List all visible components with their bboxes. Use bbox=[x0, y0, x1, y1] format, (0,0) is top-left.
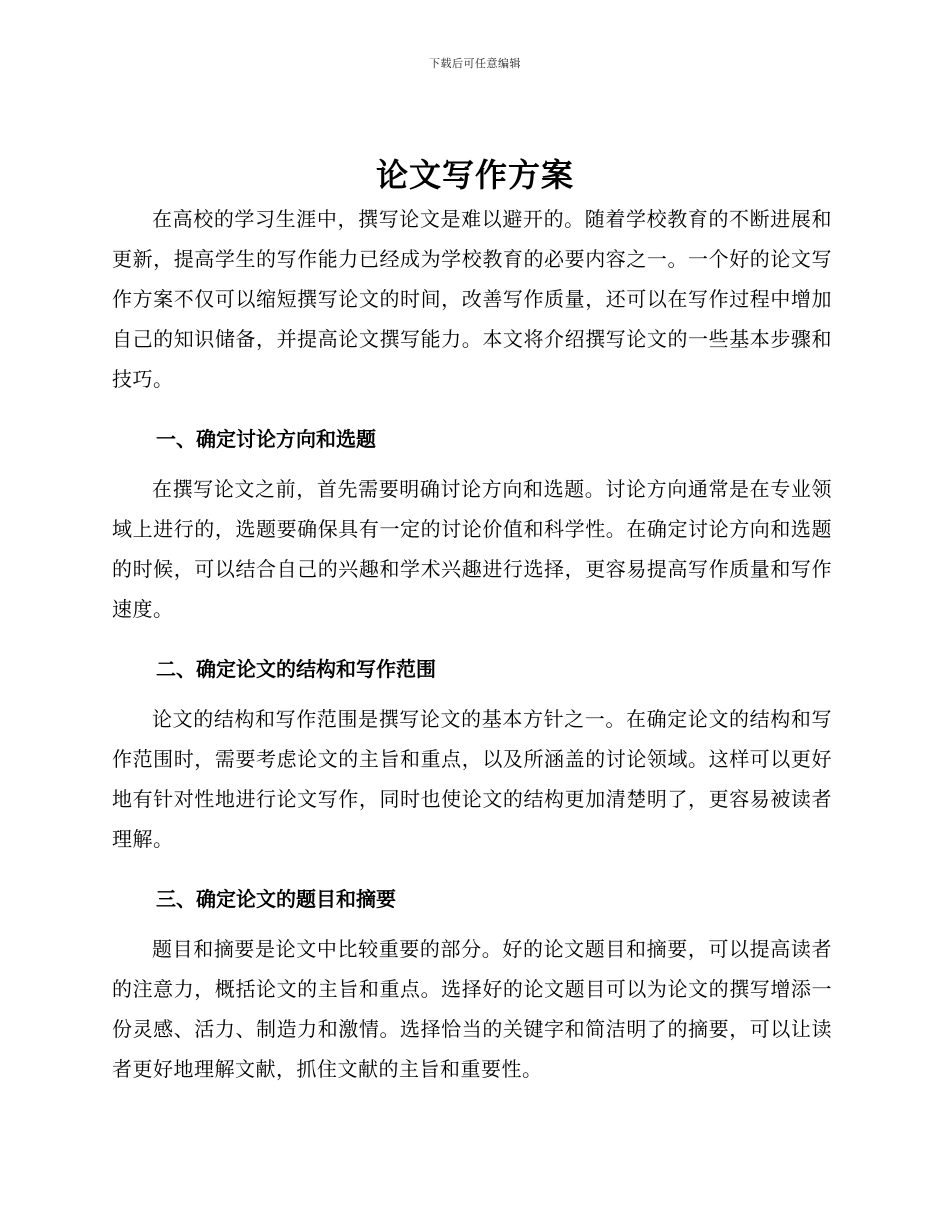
section-body-3: 题目和摘要是论文中比较重要的部分。好的论文题目和摘要，可以提高读者的注意力，概括论文的主旨和重点。选择好的论文题目可以为论文的撰写增添一份灵感、活力、制造力和激情。选择恰当的关键字和简洁明了的摘要，可以让读者更好地理解文献，抓住文献的主旨和重要性。 bbox=[112, 937, 832, 1081]
section-heading-1: 一、确定讨论方向和选题 bbox=[156, 427, 376, 451]
section-body-2: 论文的结构和写作范围是撰写论文的基本方针之一。在确定论文的结构和写作范围时，需要考虑论文的主旨和重点，以及所涵盖的讨论领域。这样可以更好地有针对性地进行论文写作，同时也使论文的结构更加清楚明了，更容易被读者理解。 bbox=[112, 707, 832, 851]
document-body bbox=[112, 199, 832, 1089]
section-body-1: 在撰写论文之前，首先需要明确讨论方向和选题。讨论方向通常是在专业领域上进行的，选题要确保具有一定的讨论价值和科学性。在确定讨论方向和选题的时候，可以结合自己的兴趣和学术兴趣进行选择，更容易提高写作质量和写作速度。 bbox=[112, 477, 832, 621]
spacer bbox=[112, 629, 832, 643]
section-heading-3: 三、确定论文的题目和摘要 bbox=[156, 887, 396, 911]
intro-paragraph: 在高校的学习生涯中，撰写论文是难以避开的。随着学校教育的不断进展和更新，提高学生的写作能力已经成为学校教育的必要内容之一。一个好的论文写作方案不仅可以缩短撰写论文的时间，改善写作质量，还可以在写作过程中增加自己的知识储备，并提高论文撰写能力。本文将介绍撰写论文的一些基本步骤和技巧。 bbox=[112, 207, 832, 391]
header-note: 下载后可任意编辑 bbox=[429, 57, 521, 70]
spacer bbox=[112, 399, 832, 413]
document-title: 论文写作方案 bbox=[375, 156, 574, 194]
section-heading-2: 二、确定论文的结构和写作范围 bbox=[156, 657, 436, 681]
spacer bbox=[112, 859, 832, 873]
